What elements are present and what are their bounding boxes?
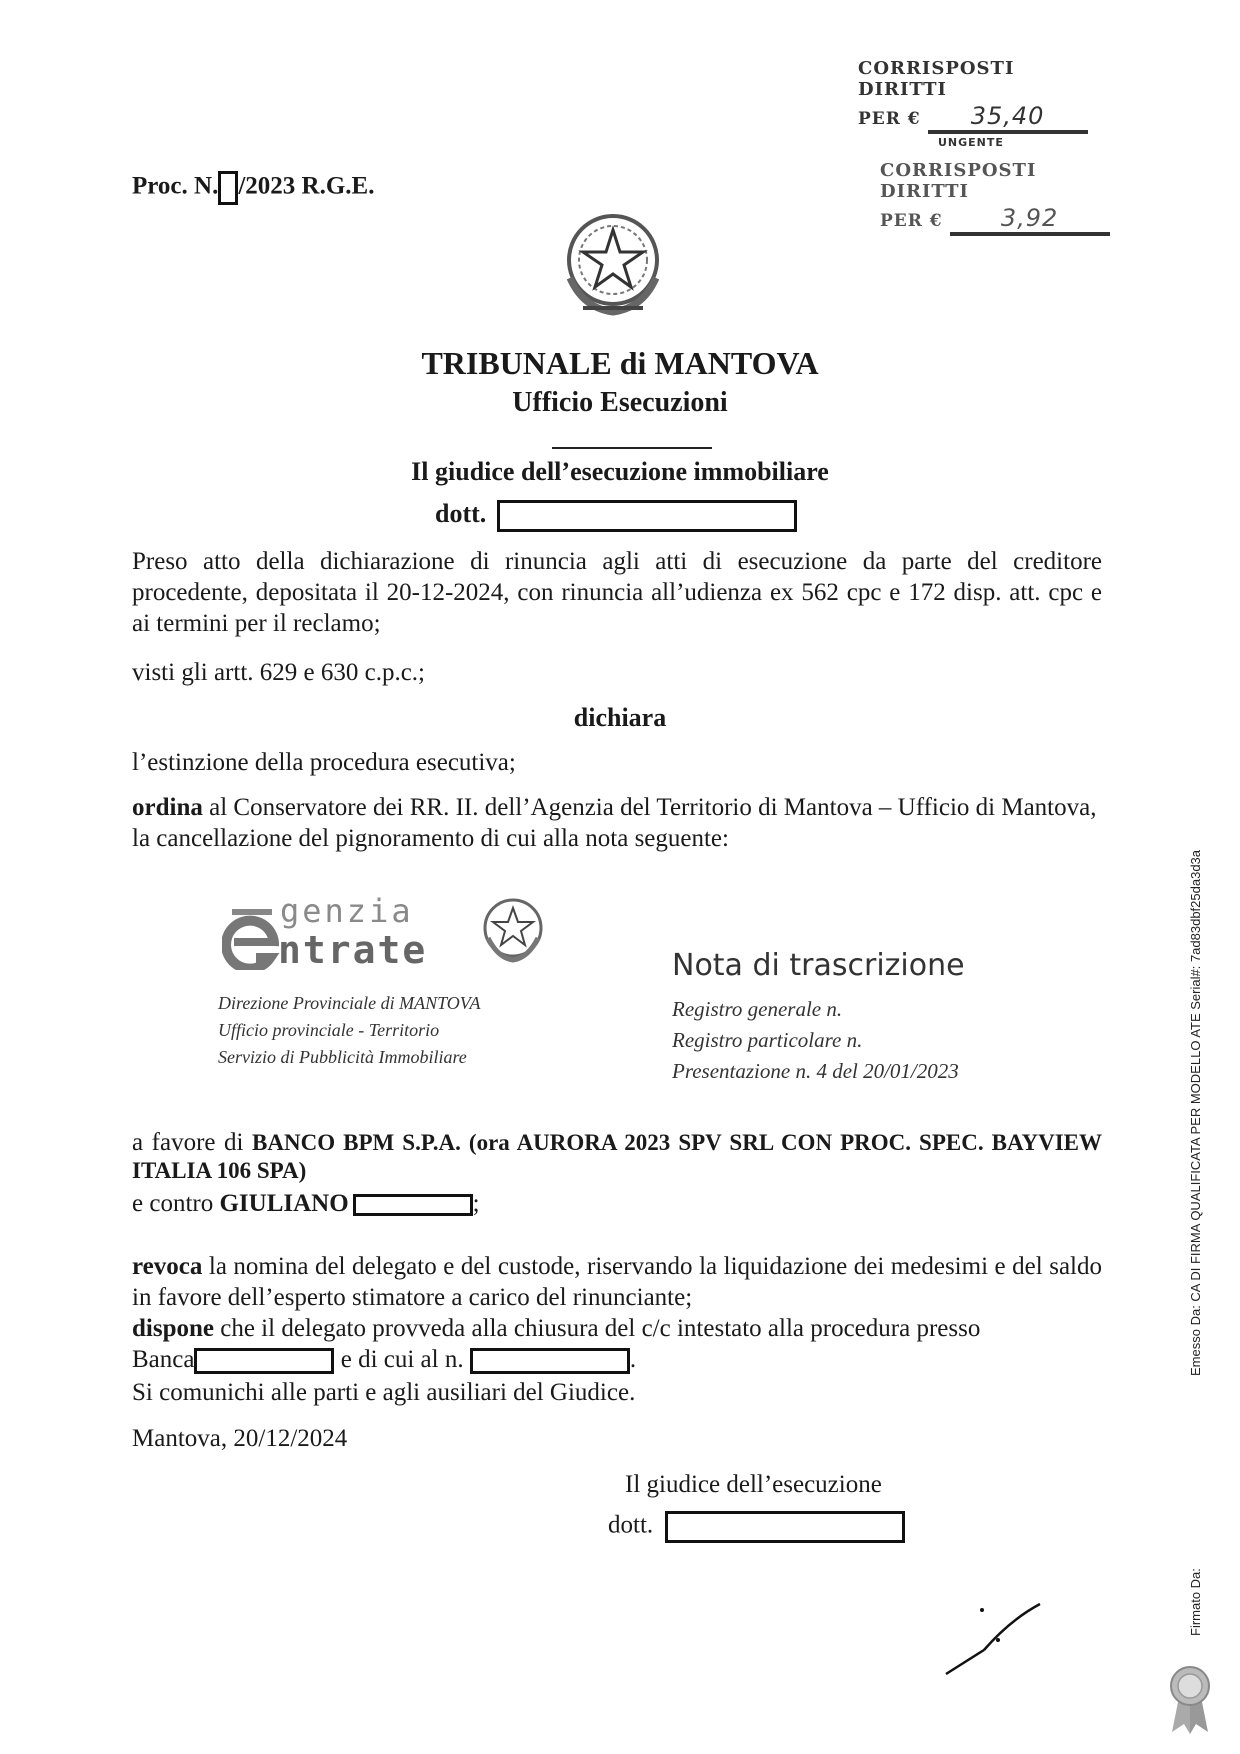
fee-stamp-bottom: [880, 160, 1120, 236]
document-date: Mantova, 20/12/2024: [132, 1425, 348, 1452]
nota-office-lines: Direzione Provinciale di MANTOVA Ufficio provinciale - Territorio Servizio di Pubblicità Immobiliare: [218, 993, 481, 1067]
handwritten-signature-icon: [940, 1600, 1050, 1680]
paragraph-comunichi: Si comunichi alle parti e agli ausiliari del Giudice.: [132, 1379, 636, 1406]
divider: [552, 447, 712, 449]
paragraph-estinzione: l’estinzione della procedura esecutiva;: [132, 749, 516, 776]
paragraph-favore: a favore di BANCO BPM S.P.A. (ora AURORA 2023 SPV SRL CON PROC. SPEC. BAYVIEW ITALIA 106 SPA): [132, 1129, 1102, 1183]
judge-name: dott.: [435, 499, 797, 532]
stamp-label: PER €: [858, 109, 921, 129]
paragraph-revoca: revoca la nomina del delegato e del custode, riservando la liquidazione dei medesimi e del saldo in favore dell’esperto stimatore a carico del rinunciante;: [132, 1253, 1102, 1311]
office-name: Ufficio Esecuzioni: [512, 387, 728, 418]
court-name: TRIBUNALE di MANTOVA: [421, 345, 819, 381]
digital-signature-signer: Firmato Da:: [1188, 1568, 1203, 1636]
signature-name: dott.: [608, 1511, 905, 1543]
procedure-number: Proc. N. /2023 R.G.E.: [132, 171, 374, 205]
paragraph-preso-atto: Preso atto della dichiarazione di rinuncia agli atti di esecuzione da parte del creditore procedente, depositata il 20-12-2024, con rinuncia all’udienza ex 562 cpc e 172 disp. att. cpc e ai termini per il reclamo;: [132, 548, 1102, 637]
stamp-label: PER €: [880, 211, 943, 231]
signature-title: Il giudice dell’esecuzione: [625, 1471, 882, 1498]
agenzia-entrate-logo: [218, 888, 558, 978]
paragraph-visti: visti gli artt. 629 e 630 c.p.c.;: [132, 659, 426, 686]
redaction-box: [665, 1511, 905, 1543]
certification-seal-icon: [1168, 1662, 1212, 1734]
stamp-amount: 35,40: [928, 102, 1088, 134]
paragraph-ordina: ordina al Conservatore dei RR. II. dell’Agenzia del Territorio di Mantova – Ufficio di Mantova, la cancellazione del pignoramento di cui alla nota seguente:: [132, 794, 1097, 852]
declares-heading: dichiara: [573, 703, 667, 732]
paragraph-dispone: dispone che il delegato provveda alla chiusura del c/c intestato alla procedura presso Banca e di cui al n. .: [132, 1315, 981, 1373]
redaction-box: [497, 500, 797, 532]
stamp-note: UNGENTE: [938, 136, 1004, 149]
logo-e-glyph-icon: [222, 898, 284, 970]
paragraph-contro: e contro GIULIANO ;: [132, 1190, 480, 1217]
digital-signature-issuer: Emesso Da: CA DI FIRMA QUALIFICATA PER MODELLO ATE Serial#: 7ad83dbf25da3d3a: [1188, 849, 1203, 1376]
redaction-box: [218, 171, 238, 205]
republic-emblem-icon: [558, 208, 668, 323]
redaction-box: [194, 1348, 334, 1374]
nota-registry-lines: Registro generale n. Registro particolare n. Presentazione n. 4 del 20/01/2023: [672, 997, 959, 1083]
fee-stamp-top: [858, 58, 1098, 149]
nota-title: Nota di trascrizione: [672, 948, 965, 983]
redaction-box: [353, 1194, 473, 1216]
stamp-label: CORRISPOSTI DIRITTI: [858, 58, 1015, 100]
logo-text-bottom: ntrate: [278, 928, 428, 972]
redaction-box: [470, 1348, 630, 1374]
judge-title: Il giudice dell’esecuzione immobiliare: [411, 457, 829, 486]
stamp-amount: 3,92: [950, 204, 1110, 236]
logo-text-top: genzia: [280, 892, 414, 930]
logo-emblem-icon: [478, 894, 548, 964]
stamp-label: CORRISPOSTI DIRITTI: [880, 160, 1037, 202]
